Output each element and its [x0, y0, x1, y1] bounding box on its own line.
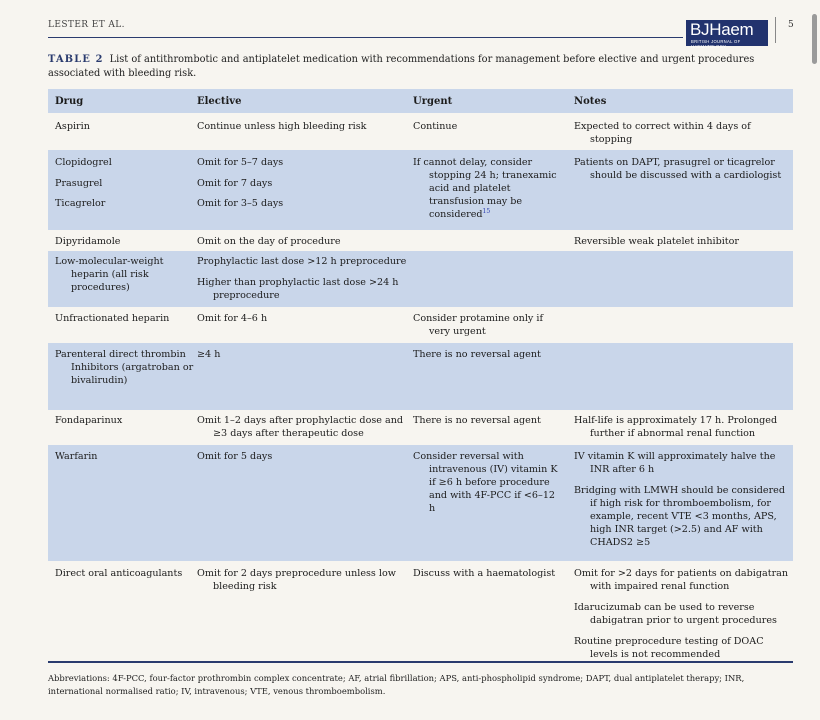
table-caption [48, 53, 768, 81]
table-row-unfractionated-heparin [48, 307, 793, 343]
column-header-notes: Notes [574, 96, 607, 107]
drug-cell: Fondaparinux [55, 415, 123, 426]
caption-text: List of antithrombotic and antiplatelet medication with recommendations for management before elective and urgent procedures associated with bleeding risk. [48, 54, 755, 79]
notes-text-idarucizumab: Idarucizumab can be used to reverse dabigatran prior to urgent procedures [574, 602, 777, 626]
table-header-row [48, 89, 793, 113]
drug-ticagrelor: Ticagrelor [55, 198, 106, 209]
table-label: TABLE 2 [48, 54, 104, 65]
logo-text: BJHaem [690, 20, 754, 39]
drug-cell [55, 348, 195, 387]
notes-text: Expected to correct within 4 days of stopping [574, 121, 751, 145]
elective-text-prophylactic: Prophylactic last dose >12 h preprocedure [197, 256, 407, 267]
elective-cell: Omit for 5 days [197, 451, 273, 462]
urgent-text: Consider reversal with intravenous (IV) vitamin K if ≥6 h before procedure and with 4F-PCC if <6–12 h [413, 451, 558, 514]
table-row-p2y12-inhibitors [48, 150, 793, 230]
elective-prasugrel: Omit for 7 days [197, 178, 273, 189]
notes-text-doac-testing: Routine preprocedure testing of DOAC levels is not recommended [574, 636, 764, 660]
elective-cell [197, 156, 407, 210]
urgent-cell: There is no reversal agent [413, 349, 541, 360]
drug-cell [55, 156, 195, 210]
drug-cell: Warfarin [55, 451, 98, 462]
elective-ticagrelor: Omit for 3–5 days [197, 198, 284, 209]
urgent-cell: Discuss with a haematologist [413, 568, 556, 579]
column-header-drug: Drug [55, 96, 84, 107]
elective-text: Omit 1–2 days after prophylactic dose and ≥3 days after therapeutic dose [197, 415, 404, 439]
elective-cell [197, 567, 407, 593]
reference-link[interactable]: 15 [482, 207, 491, 215]
urgent-text-body: If cannot delay, consider stopping 24 h; tranexamic acid and platelet transfusion may be considered [413, 157, 557, 220]
drug-clopidogrel: Clopidogrel [55, 157, 112, 168]
scrollbar[interactable] [812, 14, 817, 64]
urgent-cell [413, 312, 563, 338]
drug-text: Low-molecular-weight heparin (all risk procedures) [55, 256, 164, 293]
urgent-text: Consider protamine only if very urgent [413, 313, 544, 337]
logo-subtitle: BRITISH JOURNAL OF HAEMATOLOGY [691, 39, 741, 49]
page-number: 5 [788, 20, 794, 30]
journal-logo [686, 20, 768, 49]
drug-cell: Dipyridamole [55, 236, 121, 247]
header-rule [48, 37, 683, 38]
drug-prasugrel: Prasugrel [55, 178, 103, 189]
header-divider [775, 17, 776, 43]
elective-text-therapeutic: Higher than prophylactic last dose >24 h preprocedure [197, 277, 399, 301]
elective-cell: Continue unless high bleeding risk [197, 121, 367, 132]
table-row-lmwh [48, 251, 793, 307]
table-row-doac [48, 561, 793, 665]
running-head: LESTER ET AL. [48, 20, 125, 30]
drug-text: Direct oral anticoagulants [55, 568, 183, 579]
notes-text-vitamin-k: IV vitamin K will approximately halve the INR after 6 h [574, 451, 776, 475]
notes-text-bridging: Bridging with LMWH should be considered if high risk for thromboembolism, for example, recent VTE <3 months, APS, high INR target (>2.5) and AF with CHADS2 ≥5 [574, 485, 785, 548]
urgent-cell: Continue [413, 121, 458, 132]
elective-cell: Omit on the day of procedure [197, 236, 341, 247]
abbreviations-footnote: Abbreviations: 4F-PCC, four-factor prothrombin complex concentrate; AF, atrial fibrillation; APS, anti-phospholipid syndrome; DAPT, dual antiplatelet therapy; INR, international normalised ratio; IV, intravenous; VTE, venous thromboembolism. [48, 673, 745, 696]
urgent-cell [413, 156, 563, 221]
urgent-cell: There is no reversal agent [413, 415, 541, 426]
table-row-direct-thrombin-inhibitors [48, 343, 793, 410]
urgent-text [413, 156, 563, 221]
urgent-cell [413, 450, 563, 515]
drug-cell [55, 567, 195, 580]
column-header-elective: Elective [197, 96, 242, 107]
elective-cell [197, 414, 407, 440]
notes-cell [574, 414, 789, 440]
elective-text: Omit for 2 days preprocedure unless low bleeding risk [197, 568, 396, 592]
table-row-warfarin [48, 445, 793, 561]
drug-text: Parenteral direct thrombin Inhibitors (argatroban or bivalirudin) [55, 349, 194, 386]
table-bottom-rule [48, 661, 793, 663]
elective-cell [197, 255, 407, 302]
table-row-aspirin [48, 113, 793, 150]
notes-cell [574, 156, 789, 182]
table-row-fondaparinux [48, 410, 793, 445]
notes-text-dabigatran-renal: Omit for >2 days for patients on dabigatran with impaired renal function [574, 568, 789, 592]
notes-text: Patients on DAPT, prasugrel or ticagrelor should be discussed with a cardiologist [574, 157, 782, 181]
column-header-urgent: Urgent [413, 96, 453, 107]
table-row-dipyridamole [48, 230, 793, 251]
notes-cell: Reversible weak platelet inhibitor [574, 236, 740, 247]
drug-cell [55, 255, 195, 294]
notes-cell [574, 567, 789, 661]
notes-cell [574, 120, 789, 146]
elective-clopidogrel: Omit for 5–7 days [197, 157, 284, 168]
elective-cell: Omit for 4–6 h [197, 313, 268, 324]
drug-cell: Unfractionated heparin [55, 313, 170, 324]
notes-cell [574, 450, 789, 549]
drug-cell: Aspirin [55, 121, 90, 132]
elective-cell: ≥4 h [197, 349, 221, 360]
medication-table [48, 89, 793, 665]
notes-text: Half-life is approximately 17 h. Prolonged further if abnormal renal function [574, 415, 778, 439]
